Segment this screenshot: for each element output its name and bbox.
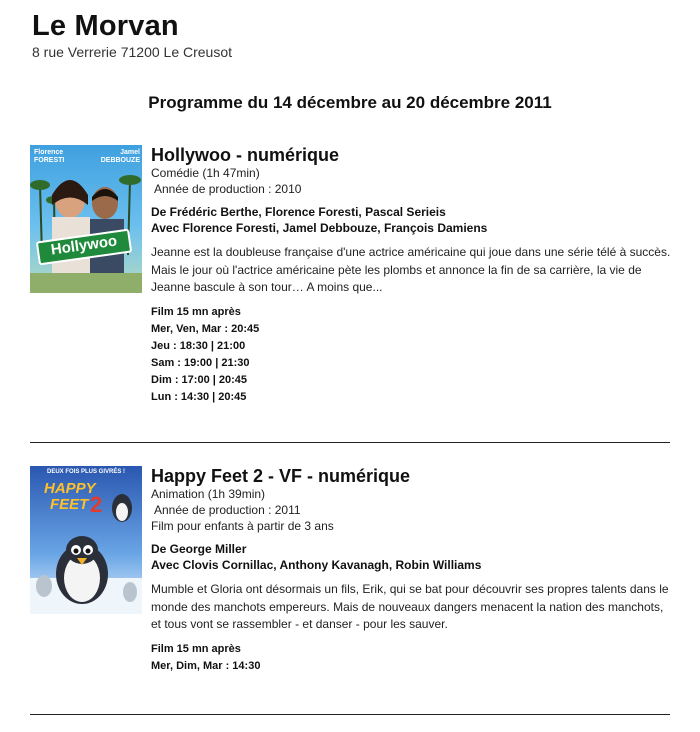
poster-sign-text: Hollywoo <box>49 232 119 259</box>
schedule-line: Lun : 14:30 | 20:45 <box>151 390 247 403</box>
film-credits <box>151 541 671 573</box>
film-audience: Film pour enfants à partir de 3 ans <box>151 519 334 533</box>
cinema-name: Le Morvan <box>32 10 179 42</box>
film-info-hollywoo <box>151 145 671 406</box>
film-directors: De Frédéric Berthe, Florence Foresti, Pascal Serieis <box>151 205 446 219</box>
film-production-year: Année de production : 2011 <box>154 503 301 517</box>
poster-hollywoo[interactable] <box>30 145 142 293</box>
film-note: Film 15 mn après <box>151 305 241 318</box>
film-credits <box>151 204 671 236</box>
film-title[interactable]: Hollywoo - numérique <box>151 145 340 165</box>
poster-name-left: Florence FORESTI <box>34 149 65 164</box>
film-card-hollywoo <box>30 145 670 415</box>
film-synopsis: Jeanne est la doubleuse française d'une actrice américaine qui joue dans une série télé à succès. Mais le jour où l'actrice américaine pète les plombs et annonce la fin de sa carrière, la vie de Jeanne bascule à son tour… A moins que... <box>151 245 671 294</box>
section-divider <box>30 714 670 715</box>
section-divider <box>30 442 670 443</box>
film-info-happy-feet-2 <box>151 466 671 675</box>
poster-logo-line2: FEET <box>50 496 89 513</box>
schedule-line: Mer, Ven, Mar : 20:45 <box>151 322 260 335</box>
film-title[interactable]: Happy Feet 2 - VF - numérique <box>151 466 411 486</box>
schedule-line: Dim : 17:00 | 20:45 <box>151 373 248 386</box>
film-directors: De George Miller <box>151 542 247 556</box>
schedule-line: Jeu : 18:30 | 21:00 <box>151 339 246 352</box>
poster-happy-feet-2[interactable] <box>30 466 142 614</box>
film-cast: Avec Florence Foresti, Jamel Debbouze, François Damiens <box>151 221 488 235</box>
film-note: Film 15 mn après <box>151 642 241 655</box>
film-schedule <box>151 658 671 675</box>
film-genre-duration: Comédie (1h 47min) <box>151 166 260 180</box>
schedule-line: Mer, Dim, Mar : 14:30 <box>151 659 261 672</box>
programme-title: Programme du 14 décembre au 20 décembre 2011 <box>148 93 552 112</box>
film-schedule <box>151 321 671 406</box>
film-card-happy-feet-2 <box>30 466 670 686</box>
poster-logo-line1: HAPPY <box>44 480 96 497</box>
poster-hollywoo-art <box>30 145 142 293</box>
film-production-year: Année de production : 2010 <box>154 182 302 196</box>
poster-logo-number: 2 <box>90 492 103 517</box>
film-synopsis: Mumble et Gloria ont désormais un fils, Erik, qui se bat pour découvrir ses propres talents dans le monde des manchots empereurs. Mais de nouveaux dangers menacent la nation des manchots, et tous vont se rassembler - et danser - pour les sauver. <box>151 582 669 631</box>
cinema-address: 8 rue Verrerie 71200 Le Creusot <box>32 44 233 60</box>
poster-name-right: Jamel DEBBOUZE <box>100 149 140 164</box>
poster-tagline: DEUX FOIS PLUS GIVRÉS ! <box>46 469 125 475</box>
film-cast: Avec Clovis Cornillac, Anthony Kavanagh, Robin Williams <box>151 558 482 572</box>
schedule-line: Sam : 19:00 | 21:30 <box>151 356 250 369</box>
film-genre-duration: Animation (1h 39min) <box>151 487 266 501</box>
